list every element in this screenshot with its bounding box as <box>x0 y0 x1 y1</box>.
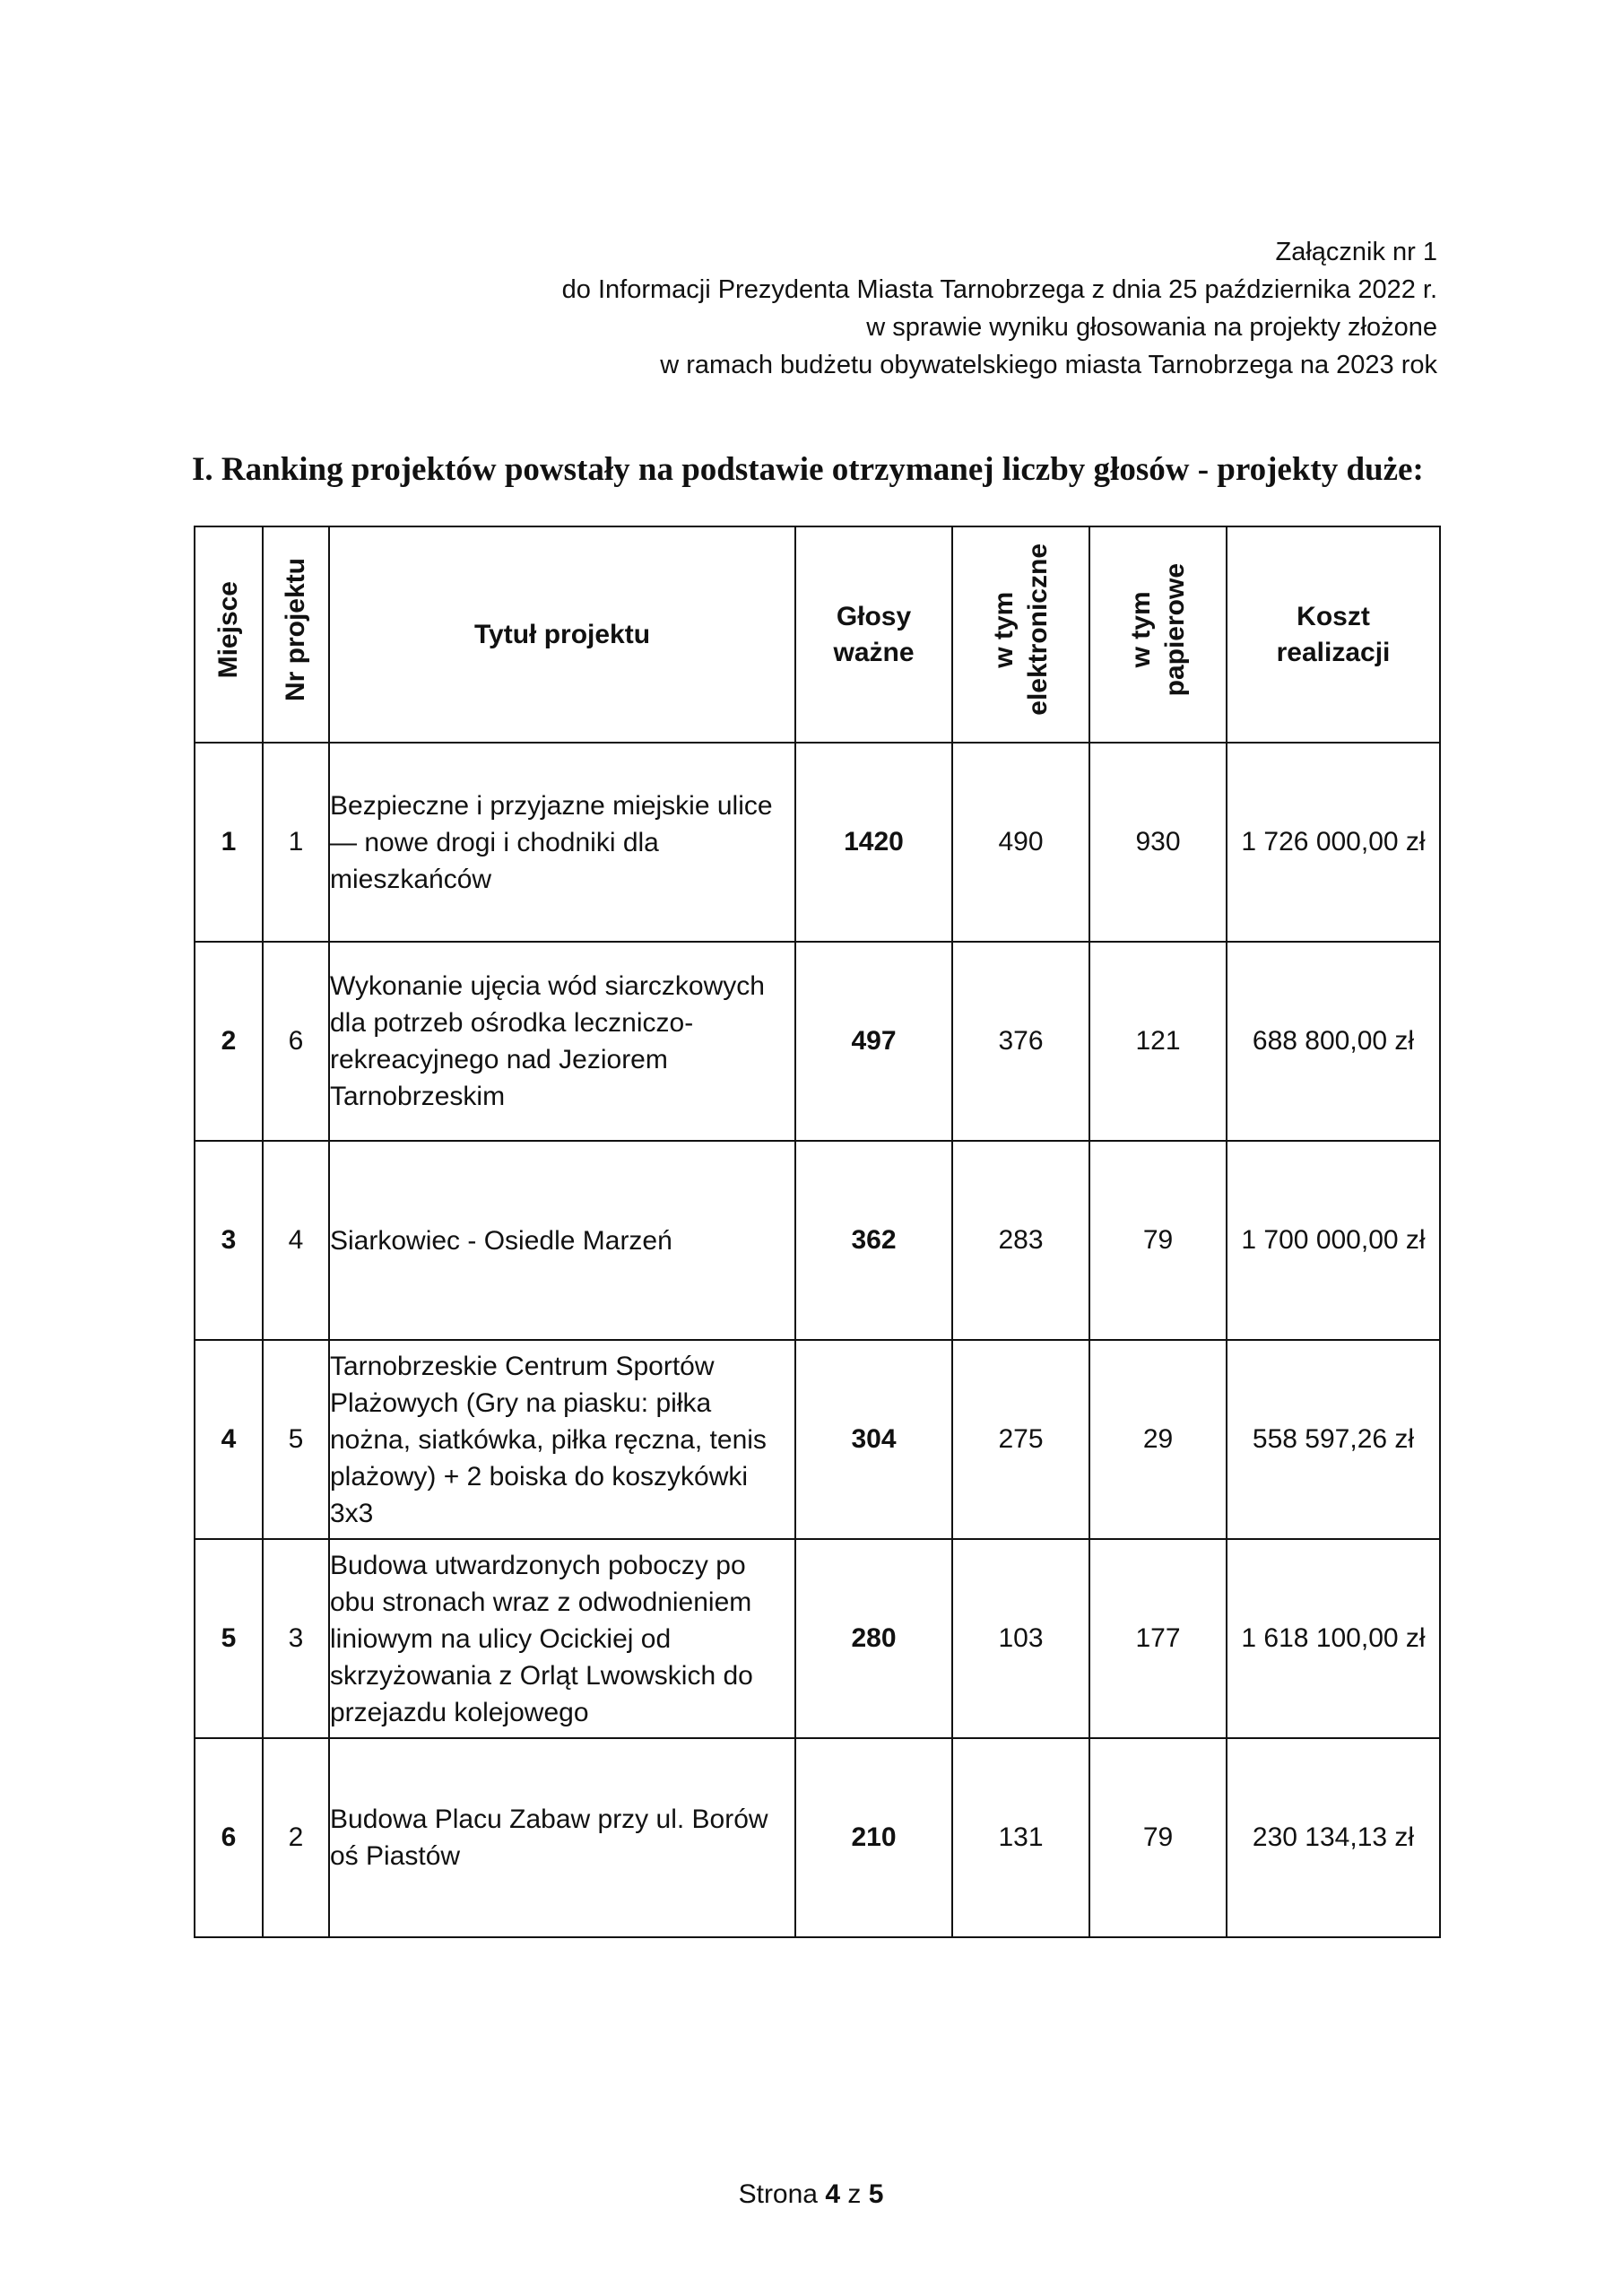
cell-place: 5 <box>195 1539 263 1738</box>
column-header-electronic: w tym elektroniczne <box>952 526 1089 743</box>
cell-place: 4 <box>195 1340 263 1539</box>
table-row <box>195 1141 1440 1340</box>
header-line-subject: w sprawie wyniku głosowania na projekty złożone <box>866 313 1437 342</box>
cell-paper: 29 <box>1089 1340 1227 1539</box>
document-header <box>272 233 1437 384</box>
column-header-project-no: Nr projektu <box>263 526 329 743</box>
table-row <box>195 942 1440 1141</box>
column-header-valid-votes: Głosy ważne <box>795 526 952 743</box>
cell-project-no: 2 <box>263 1738 329 1937</box>
column-header-title: Tytuł projektu <box>329 526 795 743</box>
cell-cost: 1 700 000,00 zł <box>1227 1141 1440 1340</box>
cell-title: Budowa Placu Zabaw przy ul. Borów oś Piastów <box>329 1738 795 1937</box>
table-row <box>195 1738 1440 1937</box>
column-header-paper: w tym papierowe <box>1089 526 1227 743</box>
cell-paper: 121 <box>1089 942 1227 1141</box>
header-line-information: do Informacji Prezydenta Miasta Tarnobrzega z dnia 25 października 2022 r. <box>561 275 1437 304</box>
cell-cost: 230 134,13 zł <box>1227 1738 1440 1937</box>
cell-title: Wykonanie ujęcia wód siarczkowych dla potrzeb ośrodka leczniczo-rekreacyjnego nad Jeziorem Tarnobrzeskim <box>329 942 795 1141</box>
total-pages-number: 5 <box>868 2179 884 2209</box>
cell-place: 2 <box>195 942 263 1141</box>
table-row <box>195 1539 1440 1738</box>
table-header-row <box>195 526 1440 743</box>
section-heading: I. Ranking projektów powstały na podstawie otrzymanej liczby głosów - projekty duże: <box>192 451 1424 488</box>
table-row <box>195 743 1440 942</box>
cell-valid-votes: 304 <box>795 1340 952 1539</box>
cell-paper: 79 <box>1089 1141 1227 1340</box>
cell-place: 3 <box>195 1141 263 1340</box>
cell-valid-votes: 497 <box>795 942 952 1141</box>
cell-project-no: 4 <box>263 1141 329 1340</box>
cell-cost: 1 618 100,00 zł <box>1227 1539 1440 1738</box>
column-header-cost: Koszt realizacji <box>1227 526 1440 743</box>
cell-title: Bezpieczne i przyjazne miejskie ulice — nowe drogi i chodniki dla mieszkańców <box>329 743 795 942</box>
table-row <box>195 1340 1440 1539</box>
cell-place: 6 <box>195 1738 263 1937</box>
page-label: Strona <box>738 2179 818 2209</box>
cell-electronic: 376 <box>952 942 1089 1141</box>
page-separator: z <box>847 2179 862 2209</box>
cell-valid-votes: 362 <box>795 1141 952 1340</box>
cell-cost: 558 597,26 zł <box>1227 1340 1440 1539</box>
cell-project-no: 5 <box>263 1340 329 1539</box>
cell-valid-votes: 280 <box>795 1539 952 1738</box>
cell-electronic: 283 <box>952 1141 1089 1340</box>
cell-electronic: 490 <box>952 743 1089 942</box>
cell-project-no: 6 <box>263 942 329 1141</box>
header-line-attachment: Załącznik nr 1 <box>1275 238 1437 266</box>
cell-cost: 1 726 000,00 zł <box>1227 743 1440 942</box>
cell-cost: 688 800,00 zł <box>1227 942 1440 1141</box>
cell-paper: 79 <box>1089 1738 1227 1937</box>
cell-title: Tarnobrzeskie Centrum Sportów Plażowych (Gry na piasku: piłka nożna, siatkówka, piłka ręczna, tenis plażowy) + 2 boiska do koszykówki 3x3 <box>329 1340 795 1539</box>
cell-title: Budowa utwardzonych poboczy po obu stronach wraz z odwodnieniem liniowym na ulicy Ocickiej od skrzyżowania z Orląt Lwowskich do przejazdu kolejowego <box>329 1539 795 1738</box>
page-footer <box>0 2179 1622 2210</box>
cell-valid-votes: 210 <box>795 1738 952 1937</box>
cell-valid-votes: 1420 <box>795 743 952 942</box>
column-header-place: Miejsce <box>195 526 263 743</box>
cell-title: Siarkowiec - Osiedle Marzeń <box>329 1141 795 1340</box>
cell-paper: 177 <box>1089 1539 1227 1738</box>
cell-project-no: 1 <box>263 743 329 942</box>
cell-electronic: 131 <box>952 1738 1089 1937</box>
cell-place: 1 <box>195 743 263 942</box>
ranking-table <box>194 526 1441 1938</box>
header-line-budget: w ramach budżetu obywatelskiego miasta Tarnobrzega na 2023 rok <box>660 351 1437 379</box>
cell-project-no: 3 <box>263 1539 329 1738</box>
cell-paper: 930 <box>1089 743 1227 942</box>
cell-electronic: 275 <box>952 1340 1089 1539</box>
cell-electronic: 103 <box>952 1539 1089 1738</box>
current-page-number: 4 <box>825 2179 841 2209</box>
